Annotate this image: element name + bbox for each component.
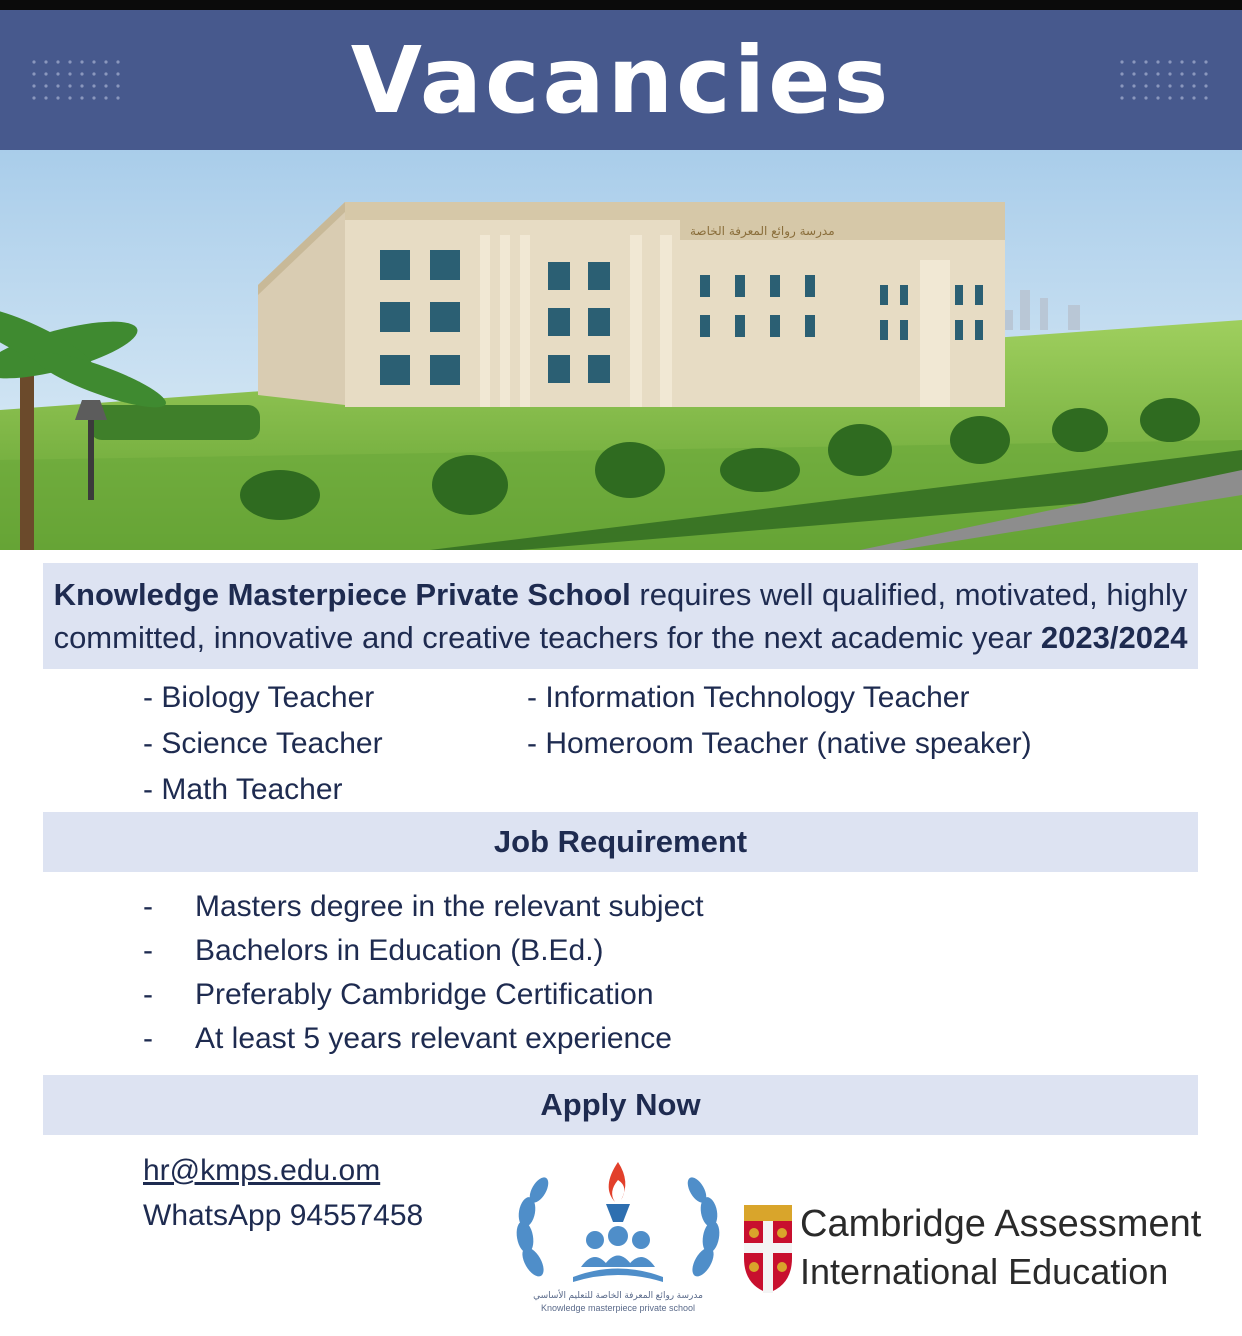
whatsapp-number: WhatsApp 94557458 [143, 1199, 424, 1232]
requirement-item: - Masters degree in the relevant subject [143, 890, 704, 923]
cambridge-shield-icon [742, 1203, 794, 1295]
position-item: - Biology Teacher [143, 681, 375, 714]
positions-left [143, 675, 383, 813]
dot-pattern-right [1118, 58, 1214, 102]
apply-now-heading: Apply Now [43, 1075, 1198, 1135]
intro-band [43, 563, 1198, 669]
school-logo-english: Knowledge masterpiece private school [540, 1303, 696, 1313]
cambridge-line2: International Education [800, 1251, 1169, 1292]
contact-info [143, 1148, 423, 1238]
header-banner [0, 10, 1242, 150]
intro-text [54, 573, 1188, 659]
dot-pattern-left [30, 58, 126, 102]
cambridge-line1: Cambridge Assessment [800, 1203, 1202, 1245]
school-name: Knowledge Masterpiece Private School [53, 577, 631, 612]
school-building-photo [0, 150, 1242, 550]
job-requirement-heading: Job Requirement [43, 812, 1198, 872]
position-item: - Information Technology Teacher [527, 681, 970, 714]
cambridge-wordmark [800, 1200, 1201, 1296]
requirement-item: - Preferably Cambridge Certification [143, 978, 654, 1011]
svg-text:مدرسة روائع المعرفة الخاصة: مدرسة روائع المعرفة الخاصة [690, 224, 835, 238]
position-item: - Science Teacher [143, 727, 383, 760]
position-item: - Math Teacher [143, 773, 343, 806]
positions-right [527, 675, 1032, 767]
intro-line2: committed, innovative and creative teachers for the next academic year [53, 620, 1041, 655]
school-logo-arabic: مدرسة روائع المعرفة الخاصة للتعليم الأساسي [533, 1290, 703, 1300]
requirement-item: - Bachelors in Education (B.Ed.) [143, 934, 604, 967]
position-item: - Homeroom Teacher (native speaker) [527, 727, 1032, 760]
requirements-list [143, 885, 704, 1061]
top-bar [0, 0, 1242, 10]
email-link[interactable]: hr@kmps.edu.om [143, 1154, 381, 1187]
intro-line1: requires well qualified, motivated, highly [630, 577, 1188, 612]
academic-year: 2023/2024 [1040, 620, 1188, 655]
requirement-item: - At least 5 years relevant experience [143, 1022, 672, 1055]
page-title: Vacancies [350, 26, 892, 134]
